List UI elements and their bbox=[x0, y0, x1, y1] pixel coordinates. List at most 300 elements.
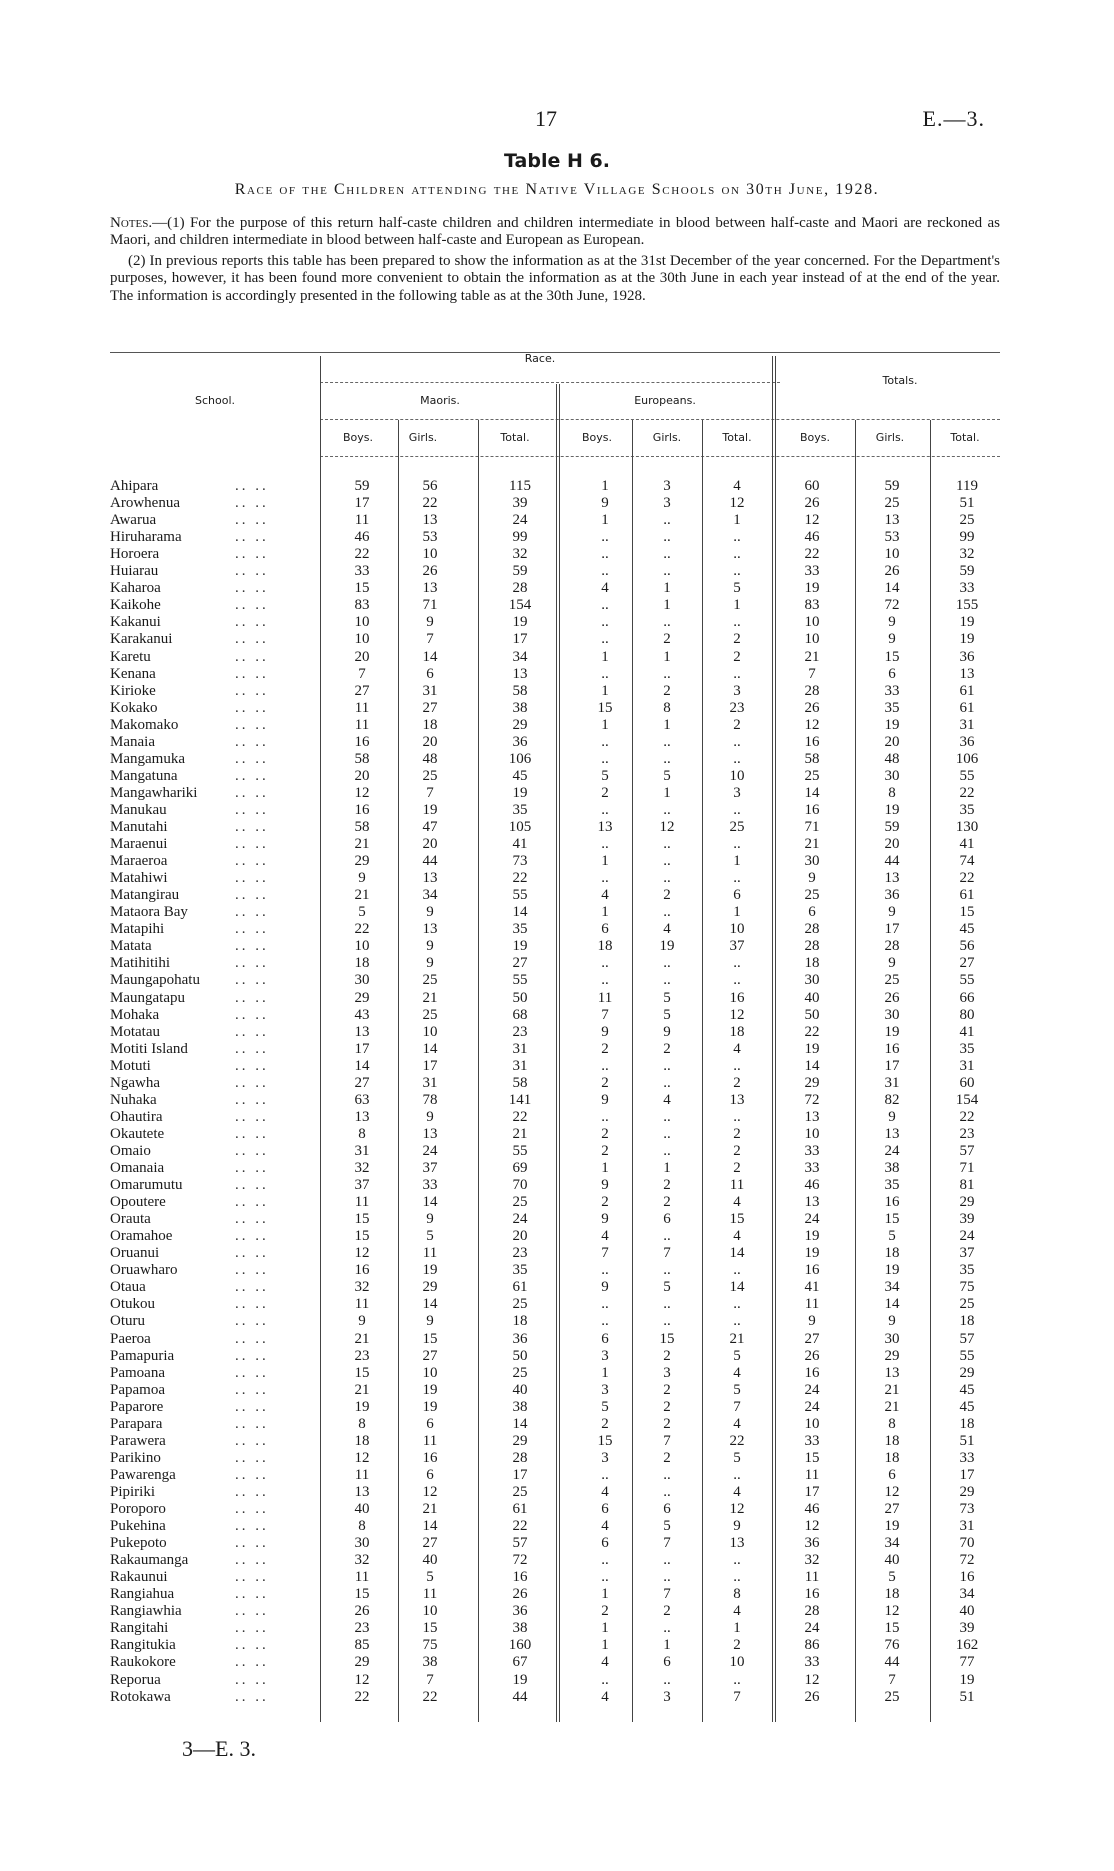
table-row bbox=[0, 1365, 1114, 1382]
cell-european-boys: 7 bbox=[601, 1245, 609, 1262]
cell-total-total: 51 bbox=[959, 1688, 975, 1705]
cell-total-total: 99 bbox=[959, 529, 975, 546]
cell-total-total: 39 bbox=[959, 1620, 975, 1637]
cell-maori-total: 38 bbox=[512, 1620, 528, 1637]
school-name: Huiarau bbox=[110, 563, 159, 580]
cell-maori-total: 25 bbox=[512, 1194, 528, 1211]
school-name: Papamoa bbox=[110, 1381, 165, 1398]
cell-maori-total: 17 bbox=[512, 631, 528, 648]
cell-total-girls: 21 bbox=[884, 1398, 900, 1415]
cell-maori-girls: 56 bbox=[422, 478, 438, 494]
cell-maori-total: 154 bbox=[508, 597, 532, 614]
cell-total-total: 41 bbox=[959, 1023, 975, 1040]
cell-maori-total: 58 bbox=[512, 682, 528, 699]
cell-maori-girls: 9 bbox=[426, 614, 434, 631]
cell-european-boys: 1 bbox=[601, 853, 609, 870]
cell-european-boys: 9 bbox=[601, 1091, 609, 1108]
cell-european-boys: .. bbox=[601, 1108, 609, 1125]
cell-maori-girls: 13 bbox=[422, 512, 438, 529]
cell-maori-total: 55 bbox=[512, 1142, 528, 1159]
cell-maori-boys: 12 bbox=[354, 1671, 370, 1688]
cell-european-boys: 1 bbox=[601, 1364, 609, 1381]
cell-maori-total: 73 bbox=[512, 853, 528, 870]
cell-european-total: .. bbox=[733, 733, 741, 750]
table-row bbox=[0, 785, 1114, 802]
cell-total-girls: 48 bbox=[884, 750, 900, 767]
cell-maori-total: 16 bbox=[512, 1569, 528, 1586]
cell-maori-total: 24 bbox=[512, 1211, 528, 1228]
cell-european-girls: 5 bbox=[663, 1518, 671, 1535]
cell-total-boys: 26 bbox=[804, 1688, 820, 1705]
school-name: Opoutere bbox=[110, 1194, 166, 1211]
cell-maori-boys: 37 bbox=[354, 1177, 370, 1194]
cell-maori-boys: 8 bbox=[358, 1518, 366, 1535]
cell-total-boys: 10 bbox=[804, 614, 820, 631]
cell-european-total: .. bbox=[733, 1262, 741, 1279]
leader-dots: .. .. bbox=[235, 495, 269, 512]
leader-dots: .. .. bbox=[235, 1535, 269, 1552]
cell-total-boys: 46 bbox=[804, 1501, 820, 1517]
cell-total-boys: 6 bbox=[808, 904, 816, 921]
cell-total-girls: 6 bbox=[888, 665, 896, 682]
cell-european-girls: 1 bbox=[663, 580, 671, 597]
cell-total-girls: 31 bbox=[884, 1074, 900, 1091]
cell-maori-total: 67 bbox=[512, 1654, 528, 1671]
leader-dots: .. .. bbox=[235, 972, 269, 989]
cell-european-total: 25 bbox=[729, 819, 745, 835]
cell-maori-girls: 40 bbox=[422, 1552, 438, 1569]
leader-dots: .. .. bbox=[235, 1620, 269, 1637]
cell-maori-girls: 27 bbox=[422, 699, 438, 716]
leader-dots: .. .. bbox=[235, 1091, 269, 1108]
school-name: Karetu bbox=[110, 648, 151, 665]
cell-maori-boys: 31 bbox=[354, 1142, 370, 1159]
cell-european-total: 4 bbox=[733, 1415, 741, 1432]
cell-european-total: .. bbox=[733, 1057, 741, 1074]
cell-maori-girls: 27 bbox=[422, 1347, 438, 1364]
cell-total-total: 154 bbox=[955, 1091, 979, 1108]
table-row bbox=[0, 546, 1114, 563]
leader-dots: .. .. bbox=[235, 1313, 269, 1330]
cell-maori-total: 31 bbox=[512, 1040, 528, 1057]
cell-european-total: 10 bbox=[729, 921, 745, 938]
cell-european-girls: 2 bbox=[663, 631, 671, 648]
cell-total-girls: 19 bbox=[884, 1262, 900, 1279]
cell-european-boys: 2 bbox=[601, 1142, 609, 1159]
leader-dots: .. .. bbox=[235, 1501, 269, 1517]
cell-european-boys: .. bbox=[601, 750, 609, 767]
cell-maori-total: 22 bbox=[512, 1518, 528, 1535]
cell-maori-girls: 9 bbox=[426, 904, 434, 921]
cell-total-total: 75 bbox=[959, 1279, 975, 1296]
cell-total-total: 41 bbox=[959, 836, 975, 853]
school-name: Raukokore bbox=[110, 1654, 176, 1671]
cell-total-girls: 19 bbox=[884, 716, 900, 733]
cell-total-girls: 82 bbox=[884, 1091, 900, 1108]
leader-dots: .. .. bbox=[235, 1194, 269, 1211]
leader-dots: .. .. bbox=[235, 563, 269, 580]
cell-total-girls: 35 bbox=[884, 1177, 900, 1194]
header-total-boys: Boys. bbox=[799, 431, 830, 444]
cell-maori-total: 59 bbox=[512, 563, 528, 580]
cell-european-boys: 2 bbox=[601, 1040, 609, 1057]
cell-maori-girls: 5 bbox=[426, 1569, 434, 1586]
table-row bbox=[0, 1075, 1114, 1092]
cell-european-girls: .. bbox=[663, 1483, 671, 1500]
cell-total-girls: 44 bbox=[884, 1654, 900, 1671]
cell-european-boys: 1 bbox=[601, 904, 609, 921]
leader-dots: .. .. bbox=[235, 478, 269, 494]
cell-maori-girls: 34 bbox=[422, 887, 438, 904]
cell-maori-total: 26 bbox=[512, 1586, 528, 1603]
cell-maori-girls: 31 bbox=[422, 1074, 438, 1091]
notes-lead: Notes.— bbox=[110, 215, 168, 231]
cell-maori-total: 55 bbox=[512, 972, 528, 989]
cell-maori-girls: 14 bbox=[422, 1296, 438, 1313]
cell-maori-boys: 15 bbox=[354, 1364, 370, 1381]
cell-european-total: 37 bbox=[729, 938, 745, 955]
cell-european-total: 1 bbox=[733, 597, 741, 614]
table-row bbox=[0, 631, 1114, 648]
cell-total-girls: 13 bbox=[884, 512, 900, 529]
table-row bbox=[0, 1535, 1114, 1552]
leader-dots: .. .. bbox=[235, 699, 269, 716]
cell-european-boys: .. bbox=[601, 1057, 609, 1074]
cell-maori-boys: 11 bbox=[354, 699, 370, 716]
header-european-girls: Girls. bbox=[652, 431, 682, 444]
cell-european-girls: 2 bbox=[663, 1381, 671, 1398]
cell-european-total: 5 bbox=[733, 1347, 741, 1364]
note-2: (2) In previous reports this table has been prepared to show the information as at the 31st December of the year concerned. For the Department's purposes, however, it has been found more convenient to obtain the information as at the 30th June in each year instead of at the end of the year. The information is accordingly presented in the following table as at the 30th June, 1928. bbox=[110, 252, 1000, 304]
cell-maori-girls: 5 bbox=[426, 1228, 434, 1245]
cell-european-total: .. bbox=[733, 1466, 741, 1483]
table-row bbox=[0, 870, 1114, 887]
cell-maori-total: 22 bbox=[512, 870, 528, 887]
cell-maori-boys: 10 bbox=[354, 938, 370, 955]
cell-maori-girls: 7 bbox=[426, 784, 434, 801]
cell-maori-total: 50 bbox=[512, 1347, 528, 1364]
leader-dots: .. .. bbox=[235, 853, 269, 870]
cell-european-total: 23 bbox=[729, 699, 745, 716]
cell-total-total: 33 bbox=[959, 1449, 975, 1466]
cell-maori-girls: 22 bbox=[422, 1688, 438, 1705]
cell-maori-girls: 26 bbox=[422, 563, 438, 580]
cell-total-boys: 10 bbox=[804, 631, 820, 648]
cell-european-total: .. bbox=[733, 955, 741, 972]
cell-maori-girls: 53 bbox=[422, 529, 438, 546]
cell-total-boys: 12 bbox=[804, 716, 820, 733]
cell-total-boys: 27 bbox=[804, 1330, 820, 1347]
leader-dots: .. .. bbox=[235, 1552, 269, 1569]
cell-european-total: 2 bbox=[733, 1142, 741, 1159]
cell-european-total: .. bbox=[733, 1671, 741, 1688]
cell-total-total: 155 bbox=[955, 597, 979, 614]
cell-european-girls: .. bbox=[663, 563, 671, 580]
cell-total-total: 57 bbox=[959, 1330, 975, 1347]
cell-european-boys: 6 bbox=[601, 1330, 609, 1347]
cell-total-total: 45 bbox=[959, 1381, 975, 1398]
leader-dots: .. .. bbox=[235, 767, 269, 784]
cell-european-girls: .. bbox=[663, 1228, 671, 1245]
school-name: Manukau bbox=[110, 801, 167, 818]
school-name: Motatau bbox=[110, 1023, 160, 1040]
table-row bbox=[0, 921, 1114, 938]
cell-european-boys: 4 bbox=[601, 1654, 609, 1671]
leader-dots: .. .. bbox=[235, 716, 269, 733]
school-name: Kenana bbox=[110, 665, 156, 682]
cell-total-total: 18 bbox=[959, 1313, 975, 1330]
cell-maori-boys: 40 bbox=[354, 1501, 370, 1517]
cell-total-total: 51 bbox=[959, 495, 975, 512]
cell-total-total: 57 bbox=[959, 1142, 975, 1159]
cell-european-total: .. bbox=[733, 1552, 741, 1569]
cell-european-girls: .. bbox=[663, 512, 671, 529]
cell-european-girls: 5 bbox=[663, 1279, 671, 1296]
cell-european-girls: 2 bbox=[663, 1398, 671, 1415]
cell-maori-boys: 21 bbox=[354, 836, 370, 853]
cell-european-girls: .. bbox=[663, 1262, 671, 1279]
cell-maori-total: 160 bbox=[508, 1637, 532, 1654]
cell-european-girls: 7 bbox=[663, 1245, 671, 1262]
cell-maori-boys: 19 bbox=[354, 1398, 370, 1415]
school-name: Kirioke bbox=[110, 682, 156, 699]
cell-maori-boys: 11 bbox=[354, 512, 370, 529]
cell-maori-total: 23 bbox=[512, 1023, 528, 1040]
leader-dots: .. .. bbox=[235, 546, 269, 563]
cell-total-girls: 20 bbox=[884, 836, 900, 853]
cell-total-total: 25 bbox=[959, 1296, 975, 1313]
cell-european-girls: 6 bbox=[663, 1501, 671, 1517]
cell-maori-boys: 46 bbox=[354, 529, 370, 546]
cell-total-boys: 60 bbox=[804, 478, 820, 494]
leader-dots: .. .. bbox=[235, 870, 269, 887]
cell-european-girls: 15 bbox=[659, 1330, 675, 1347]
cell-total-boys: 86 bbox=[804, 1637, 820, 1654]
cell-total-boys: 28 bbox=[804, 1603, 820, 1620]
cell-total-girls: 13 bbox=[884, 1125, 900, 1142]
school-name: Pukepoto bbox=[110, 1535, 167, 1552]
cell-total-total: 35 bbox=[959, 1040, 975, 1057]
leader-dots: .. .. bbox=[235, 1330, 269, 1347]
cell-maori-boys: 30 bbox=[354, 1535, 370, 1552]
cell-maori-boys: 16 bbox=[354, 1262, 370, 1279]
cell-european-girls: 5 bbox=[663, 989, 671, 1006]
cell-maori-girls: 12 bbox=[422, 1483, 438, 1500]
school-name: Karakanui bbox=[110, 631, 173, 648]
cell-maori-total: 29 bbox=[512, 1432, 528, 1449]
cell-maori-total: 106 bbox=[508, 750, 532, 767]
school-name: Otaua bbox=[110, 1279, 146, 1296]
cell-total-girls: 26 bbox=[884, 989, 900, 1006]
cell-total-girls: 18 bbox=[884, 1245, 900, 1262]
cell-maori-girls: 37 bbox=[422, 1160, 438, 1176]
cell-european-total: 4 bbox=[733, 1194, 741, 1211]
cell-total-girls: 16 bbox=[884, 1194, 900, 1211]
cell-maori-girls: 14 bbox=[422, 648, 438, 665]
cell-maori-girls: 10 bbox=[422, 1603, 438, 1620]
leader-dots: .. .. bbox=[235, 1142, 269, 1159]
cell-maori-total: 14 bbox=[512, 904, 528, 921]
school-name: Omanaia bbox=[110, 1160, 165, 1176]
leader-dots: .. .. bbox=[235, 1108, 269, 1125]
cell-maori-girls: 10 bbox=[422, 1364, 438, 1381]
cell-total-boys: 7 bbox=[808, 665, 816, 682]
school-name: Oruawharo bbox=[110, 1262, 178, 1279]
school-name: Motiti Island bbox=[110, 1040, 188, 1057]
cell-maori-boys: 30 bbox=[354, 972, 370, 989]
cell-maori-total: 19 bbox=[512, 938, 528, 955]
table-row bbox=[0, 955, 1114, 972]
cell-total-total: 55 bbox=[959, 972, 975, 989]
cell-maori-boys: 15 bbox=[354, 1211, 370, 1228]
cell-european-total: 3 bbox=[733, 682, 741, 699]
cell-maori-total: 23 bbox=[512, 1245, 528, 1262]
cell-total-girls: 33 bbox=[884, 682, 900, 699]
cell-total-total: 31 bbox=[959, 716, 975, 733]
cell-maori-total: 24 bbox=[512, 512, 528, 529]
cell-total-girls: 44 bbox=[884, 853, 900, 870]
cell-european-total: 7 bbox=[733, 1688, 741, 1705]
school-name: Oramahoe bbox=[110, 1228, 173, 1245]
table-row bbox=[0, 1109, 1114, 1126]
cell-maori-total: 72 bbox=[512, 1552, 528, 1569]
cell-total-boys: 46 bbox=[804, 1177, 820, 1194]
cell-european-girls: 7 bbox=[663, 1432, 671, 1449]
leader-dots: .. .. bbox=[235, 1364, 269, 1381]
cell-maori-boys: 26 bbox=[354, 1603, 370, 1620]
cell-total-girls: 13 bbox=[884, 1364, 900, 1381]
table-row bbox=[0, 495, 1114, 512]
table-row bbox=[0, 1143, 1114, 1160]
school-name: Rangiahua bbox=[110, 1586, 175, 1603]
cell-european-girls: 3 bbox=[663, 495, 671, 512]
school-name: Kokako bbox=[110, 699, 158, 716]
cell-total-boys: 16 bbox=[804, 1262, 820, 1279]
school-name: Rakaumanga bbox=[110, 1552, 189, 1569]
school-name: Parikino bbox=[110, 1449, 161, 1466]
cell-european-total: .. bbox=[733, 870, 741, 887]
cell-maori-total: 19 bbox=[512, 784, 528, 801]
school-name: Hiruharama bbox=[110, 529, 182, 546]
cell-european-total: 5 bbox=[733, 1381, 741, 1398]
header-maori-total: Total. bbox=[500, 431, 530, 444]
cell-european-boys: 9 bbox=[601, 1211, 609, 1228]
leader-dots: .. .. bbox=[235, 750, 269, 767]
school-name: Paeroa bbox=[110, 1330, 151, 1347]
cell-european-girls: .. bbox=[663, 870, 671, 887]
cell-european-total: 14 bbox=[729, 1279, 745, 1296]
leader-dots: .. .. bbox=[235, 955, 269, 972]
cell-maori-total: 13 bbox=[512, 665, 528, 682]
cell-total-girls: 59 bbox=[884, 819, 900, 835]
cell-european-boys: 4 bbox=[601, 1483, 609, 1500]
school-name: Pipiriki bbox=[110, 1483, 156, 1500]
school-name: Maungatapu bbox=[110, 989, 185, 1006]
cell-european-total: 8 bbox=[733, 1586, 741, 1603]
cell-maori-total: 28 bbox=[512, 580, 528, 597]
cell-maori-total: 68 bbox=[512, 1006, 528, 1023]
cell-european-boys: 4 bbox=[601, 887, 609, 904]
cell-european-total: 15 bbox=[729, 1211, 745, 1228]
cell-maori-boys: 29 bbox=[354, 989, 370, 1006]
cell-maori-girls: 7 bbox=[426, 631, 434, 648]
table-row bbox=[0, 1586, 1114, 1603]
cell-european-boys: .. bbox=[601, 665, 609, 682]
school-name: Otukou bbox=[110, 1296, 155, 1313]
table-row bbox=[0, 734, 1114, 751]
cell-european-total: 12 bbox=[729, 1006, 745, 1023]
cell-maori-girls: 15 bbox=[422, 1620, 438, 1637]
cell-total-total: 66 bbox=[959, 989, 975, 1006]
cell-maori-total: 28 bbox=[512, 1449, 528, 1466]
cell-maori-boys: 14 bbox=[354, 1057, 370, 1074]
table-row bbox=[0, 1382, 1114, 1399]
cell-maori-boys: 85 bbox=[354, 1637, 370, 1654]
table-row bbox=[0, 1126, 1114, 1143]
cell-maori-total: 45 bbox=[512, 767, 528, 784]
cell-maori-boys: 33 bbox=[354, 563, 370, 580]
cell-maori-girls: 31 bbox=[422, 682, 438, 699]
table-row bbox=[0, 904, 1114, 921]
cell-european-boys: .. bbox=[601, 1569, 609, 1586]
table-row bbox=[0, 1637, 1114, 1654]
school-name: Kakanui bbox=[110, 614, 161, 631]
cell-total-total: 19 bbox=[959, 614, 975, 631]
leader-dots: .. .. bbox=[235, 1688, 269, 1705]
cell-total-girls: 14 bbox=[884, 580, 900, 597]
cell-european-total: 3 bbox=[733, 784, 741, 801]
cell-european-total: .. bbox=[733, 546, 741, 563]
cell-european-girls: 2 bbox=[663, 1603, 671, 1620]
leader-dots: .. .. bbox=[235, 1518, 269, 1535]
cell-maori-girls: 44 bbox=[422, 853, 438, 870]
cell-total-girls: 19 bbox=[884, 1023, 900, 1040]
table-row bbox=[0, 938, 1114, 955]
table-row bbox=[0, 1689, 1114, 1706]
leader-dots: .. .. bbox=[235, 614, 269, 631]
cell-european-total: .. bbox=[733, 665, 741, 682]
cell-maori-girls: 29 bbox=[422, 1279, 438, 1296]
leader-dots: .. .. bbox=[235, 819, 269, 835]
school-name: Ngawha bbox=[110, 1074, 160, 1091]
cell-maori-total: 27 bbox=[512, 955, 528, 972]
school-name: Kaikohe bbox=[110, 597, 161, 614]
table-row bbox=[0, 1160, 1114, 1177]
cell-european-boys: .. bbox=[601, 563, 609, 580]
leader-dots: .. .. bbox=[235, 938, 269, 955]
cell-maori-boys: 29 bbox=[354, 853, 370, 870]
table-row bbox=[0, 1620, 1114, 1637]
cell-total-total: 71 bbox=[959, 1160, 975, 1176]
cell-european-boys: .. bbox=[601, 870, 609, 887]
cell-european-total: 2 bbox=[733, 1637, 741, 1654]
cell-european-girls: 1 bbox=[663, 648, 671, 665]
cell-maori-girls: 9 bbox=[426, 938, 434, 955]
leader-dots: .. .. bbox=[235, 1654, 269, 1671]
cell-maori-boys: 11 bbox=[354, 716, 370, 733]
table-row bbox=[0, 512, 1114, 529]
cell-total-boys: 22 bbox=[804, 546, 820, 563]
table-row bbox=[0, 1279, 1114, 1296]
cell-total-total: 15 bbox=[959, 904, 975, 921]
cell-european-girls: 5 bbox=[663, 1006, 671, 1023]
cell-maori-girls: 9 bbox=[426, 1313, 434, 1330]
header-maoris: Maoris. bbox=[420, 394, 460, 407]
cell-maori-girls: 10 bbox=[422, 1023, 438, 1040]
cell-total-boys: 26 bbox=[804, 1347, 820, 1364]
cell-european-boys: 1 bbox=[601, 512, 609, 529]
cell-european-girls: 2 bbox=[663, 887, 671, 904]
